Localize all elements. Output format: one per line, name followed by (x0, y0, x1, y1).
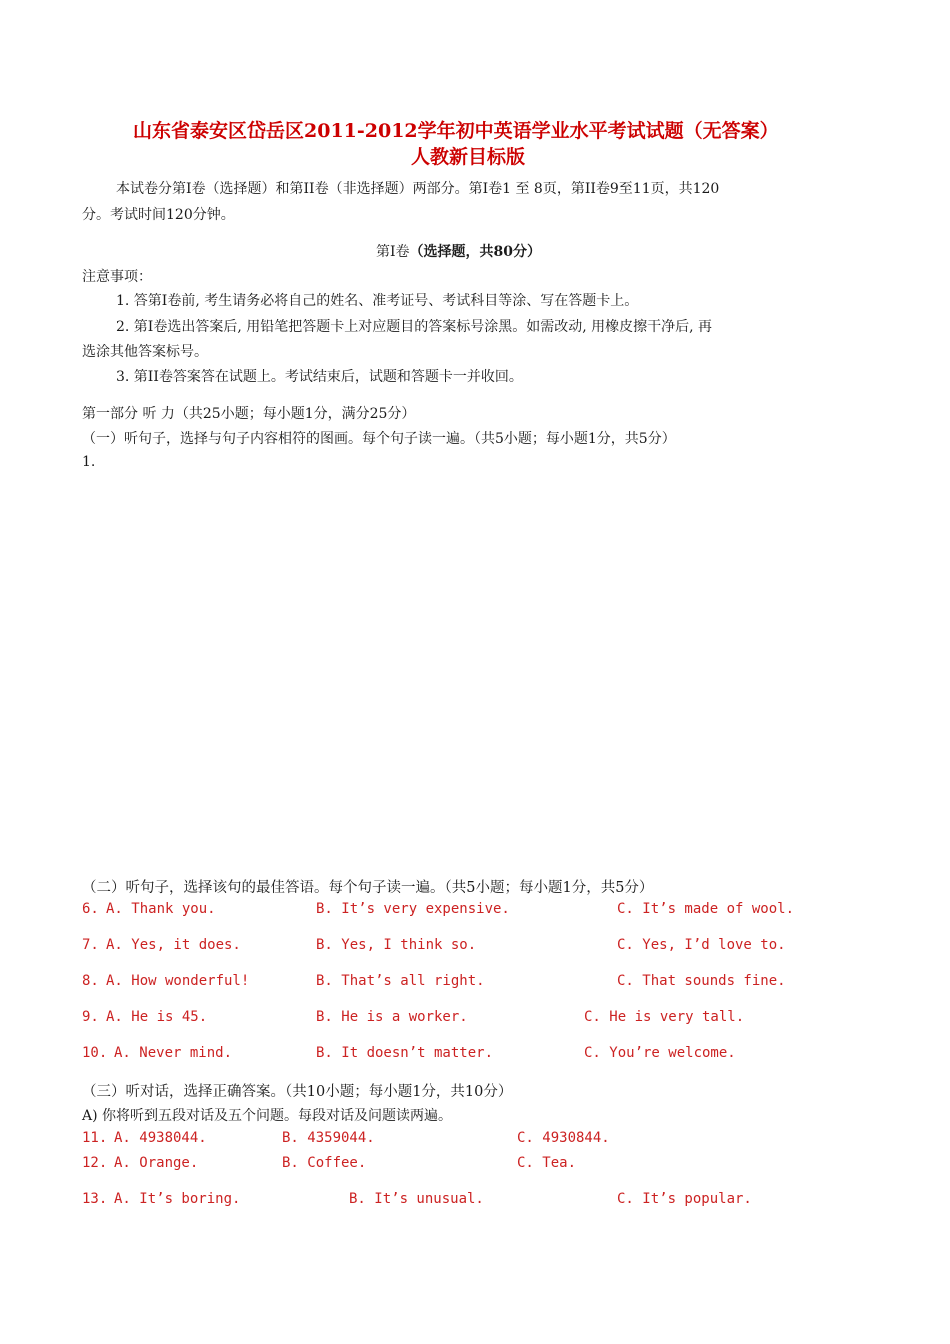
q12-option-b: B. Coffee. (282, 1155, 367, 1171)
intro-line2: 分。考试时间120分钟。 (82, 207, 235, 223)
q8-option-c: C. That sounds fine. (617, 973, 786, 989)
q6-option-b: B. It’s very expensive. (316, 901, 510, 917)
q9-number: 9. (82, 1009, 99, 1025)
listening-section3-heading: （三）听对话，选择正确答案。（共10小题；每小题1分，共10分） (82, 1084, 513, 1100)
q6-option-a: A. Thank you. (106, 901, 216, 917)
listening-section1-heading: （一）听句子，选择与句子内容相符的图画。每个句子读一遍。（共5小题；每小题1分，共5分） (82, 431, 676, 447)
notes-heading: 注意事项： (82, 269, 152, 285)
note-item-2-line1: 2. 第I卷选出答案后, 用铅笔把答题卡上对应题目的答案标号涂黑。如需改动, 用橡皮擦干净后, 再 (116, 319, 713, 335)
note-item-2-line2: 选涂其他答案标号。 (82, 344, 208, 360)
q13-option-b: B. It’s unusual. (349, 1191, 484, 1207)
q13-option-c: C. It’s popular. (617, 1191, 752, 1207)
q9-option-c: C. He is very tall. (584, 1009, 745, 1025)
q11-option-b: B. 4359044. (282, 1130, 375, 1146)
document-title-line1: 山东省泰安区岱岳区2011-2012学年初中英语学业水平考试试题（无答案） (133, 120, 779, 142)
part1-heading-bold: （选择题，共80分） (409, 244, 542, 260)
q6-option-c: C. It’s made of wool. (617, 901, 795, 917)
q7-option-c: C. Yes, I’d love to. (617, 937, 786, 953)
q11-option-c: C. 4930844. (517, 1130, 610, 1146)
q10-option-b: B. It doesn’t matter. (316, 1045, 494, 1061)
q8-option-b: B. That’s all right. (316, 973, 485, 989)
q9-option-a: A. He is 45. (106, 1009, 208, 1025)
q7-option-a: A. Yes, it does. (106, 937, 241, 953)
listening-part-heading: 第一部分 听 力（共25小题；每小题1分，满分25分） (82, 406, 416, 422)
q6-number: 6. (82, 901, 99, 917)
q12-option-c: C. Tea. (517, 1155, 577, 1171)
q9-option-b: B. He is a worker. (316, 1009, 468, 1025)
q11-number: 11. (82, 1130, 108, 1146)
q13-number: 13. (82, 1191, 108, 1207)
listening-section2-heading: （二）听句子，选择该句的最佳答语。每个句子读一遍。（共5小题；每小题1分，共5分） (82, 880, 654, 896)
intro-line1: 本试卷分第I卷（选择题）和第II卷（非选择题）两部分。第I卷1 至 8页，第II卷9至11页，共120 (116, 181, 720, 197)
q10-option-a: A. Never mind. (114, 1045, 233, 1061)
q11-option-a: A. 4938044. (114, 1130, 207, 1146)
q13-option-a: A. It’s boring. (114, 1191, 241, 1207)
note-item-1: 1. 答第I卷前, 考生请务必将自己的姓名、准考证号、考试科目等涂、写在答题卡上。 (116, 293, 639, 309)
q12-number: 12. (82, 1155, 108, 1171)
document-title-line2: 人教新目标版 (411, 146, 526, 168)
q8-option-a: A. How wonderful! (106, 973, 250, 989)
part1-heading (376, 241, 541, 261)
listening-section3a-heading: A) 你将听到五段对话及五个问题。每段对话及问题读两遍。 (82, 1108, 453, 1124)
q12-option-a: A. Orange. (114, 1155, 199, 1171)
q10-option-c: C. You’re welcome. (584, 1045, 736, 1061)
note-item-3: 3. 第II卷答案答在试题上。考试结束后，试题和答题卡一并收回。 (116, 369, 523, 385)
part1-heading-prefix: 第I卷 (376, 244, 410, 260)
question-1-number: 1. (82, 454, 96, 470)
q10-number: 10. (82, 1045, 108, 1061)
q8-number: 8. (82, 973, 99, 989)
q7-number: 7. (82, 937, 99, 953)
q7-option-b: B. Yes, I think so. (316, 937, 477, 953)
